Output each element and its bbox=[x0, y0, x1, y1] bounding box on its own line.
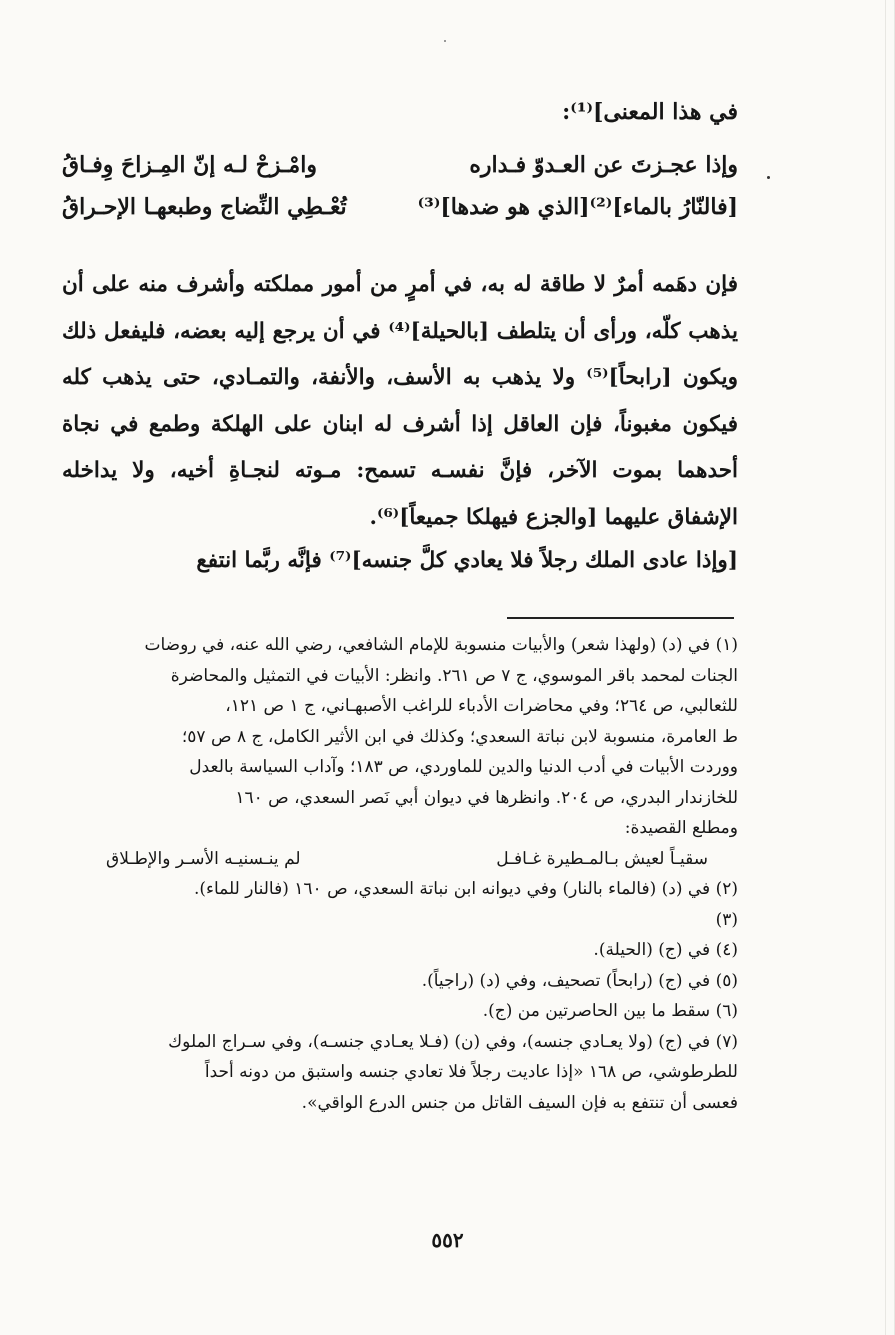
footnote-1 bbox=[96, 630, 738, 874]
scan-edge bbox=[881, 0, 895, 1335]
footnote-1-line: ومطلع القصيدة: bbox=[624, 818, 738, 838]
intro-line: في هذا المعنى]⁽¹⁾: bbox=[562, 99, 738, 125]
footnote-1-line: الجنات لمحمد باقر الموسوي، ج ٧ ص ٢٦١. وانظر: الأبيات في التمثيل والمحاضرة bbox=[170, 665, 738, 686]
footnote-7-line: فعسى أن تنتفع به فإن السيف القاتل من جنس الدرع الواقي». bbox=[301, 1092, 738, 1113]
footnote-verse-ajuz: لم ينـسنيـه الأسـر والإطـلاق bbox=[106, 848, 301, 869]
scan-dot bbox=[767, 176, 770, 179]
footnote-1-line: للخازندار البدري، ص ٢٠٤. وانظرها في ديوان أبي نَصر السعدي، ص ١٦٠ bbox=[235, 787, 738, 808]
verse-1-ajuz: وامْـزحْ لـه إنّ المِـزاحَ وِفـاقُ bbox=[62, 152, 317, 178]
footnote-7 bbox=[96, 1027, 738, 1119]
poem bbox=[62, 152, 738, 236]
footnote-divider bbox=[507, 617, 734, 619]
scan-speck bbox=[444, 40, 446, 42]
footnote-1-verse bbox=[106, 844, 708, 875]
footnote-5: (٥) في (ج) (رابحاً) تصحيف، وفي (د) (راجياً). bbox=[421, 970, 738, 991]
footnote-7-line: للطرطوشي، ص ١٦٨ «إذا عاديت رجلاً فلا تعادي جنسه واستبق من دونه أحداً bbox=[204, 1062, 738, 1082]
footnote-7-line: (٧) في (ج) (ولا يعـادي جنسه)، وفي (ن) (فـلا يعـادي جنسـه)، وفي سـراج الملوك bbox=[168, 1031, 738, 1052]
main-paragraph bbox=[62, 262, 738, 542]
footnote-1-line: (١) في (د) (ولهذا شعر) والأبيات منسوبة للإمام الشافعي، رضي الله عنه، في روضات bbox=[144, 635, 738, 655]
footnote-1-line: للثعالبي، ص ٢٦٤؛ وفي محاضرات الأدباء للراغب الأصبهـاني، ج ١ ص ١٢١، bbox=[225, 696, 738, 716]
paragraph-text: فإن دهَمه أمرٌ لا طاقة له به، في أمرٍ من أمور مملكته وأشرف منه على أن يذهب كلّه، ورأى أن يتلطف [بالحيلة]⁽⁴⁾ في أن يرجع إليه بعضه، فليفعل ذلك ويكون [رابحاً]⁽⁵⁾ ولا يذهب به الأسف، والأنفة، والتمـادي، حتى يذهب كله فيكون مغبوناً، فإن العاقل إذا أشرف له ابنان على الهلكة وطمع في نجاة أحدهما بموت الآخر، فإنَّ نفسـه تسمح: مـوته لنجـاةِ أخيه، ولا يداخله الإشفاق عليهما [والجزع فيهلكا جميعاً]⁽⁶⁾. bbox=[62, 272, 738, 530]
footnote-1-line: ط العامرة، منسوبة لابن نباتة السعدي؛ وكذلك في ابن الأثير الكامل، ج ٨ ص ٥٧؛ bbox=[181, 726, 738, 747]
poem-verse-1 bbox=[62, 152, 738, 194]
page-number: ٥٥٢ bbox=[431, 1228, 464, 1252]
last-line: [وإذا عادى الملك رجلاً فلا يعادي كلَّ جنسه]⁽⁷⁾ فإنَّه ربَّما انتفع bbox=[196, 548, 738, 573]
footnotes bbox=[96, 630, 738, 1118]
footnote-1-line: ووردت الأبيات في أدب الدنيا والدين للماوردي، ص ١٨٣؛ وآداب السياسة بالعدل bbox=[189, 757, 738, 777]
footnote-3: (٣) bbox=[715, 909, 738, 930]
footnote-verse-sadr: سقيـاً لعيش بـالمـطيرة غـافـل bbox=[496, 848, 708, 869]
footnote-2: (٢) في (د) (فالماء بالنار) وفي ديوانه ابن نباتة السعدي، ص ١٦٠ (فالنار للماء). bbox=[193, 879, 738, 899]
footnote-6: (٦) سقط ما بين الحاصرتين من (ج). bbox=[482, 1001, 738, 1021]
poem-verse-2 bbox=[62, 194, 738, 236]
verse-2-sadr: [فالنّارُ بالماء]⁽²⁾[الذي هو ضدها]⁽³⁾ bbox=[417, 194, 738, 220]
verse-1-sadr: وإذا عجـزتَ عن العـدوّ فـداره bbox=[469, 152, 738, 178]
footnote-4: (٤) في (ج) (الحيلة). bbox=[593, 940, 738, 960]
verse-2-ajuz: تُعْـطِي النِّضاج وطبعهـا الإحـراقُ bbox=[62, 194, 347, 220]
